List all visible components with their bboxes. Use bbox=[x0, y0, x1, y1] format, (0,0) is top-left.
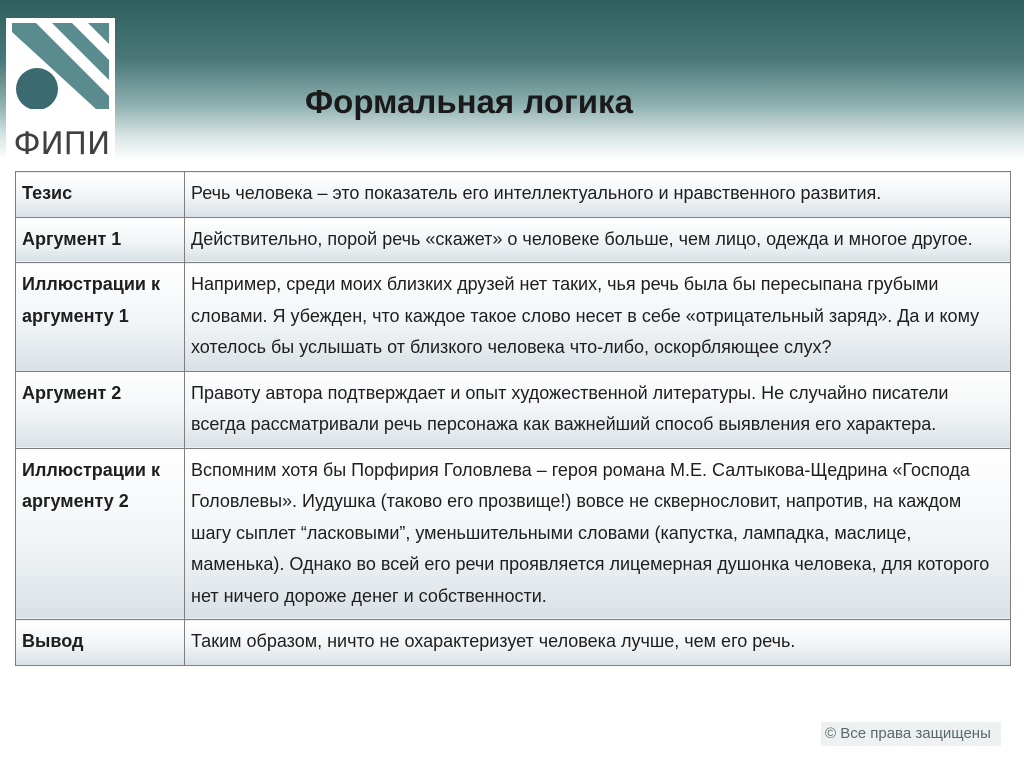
row-text-conclusion: Таким образом, ничто не охарактеризует человека лучше, чем его речь. bbox=[185, 620, 1011, 666]
table-row-argument-2 bbox=[16, 371, 1011, 448]
fipi-logo bbox=[6, 18, 115, 162]
row-text-argument-1: Действительно, порой речь «скажет» о человеке больше, чем лицо, одежда и многое другое. bbox=[185, 217, 1011, 263]
page-title: Формальная логика bbox=[305, 83, 633, 120]
logo-circle bbox=[16, 68, 58, 110]
row-label-illustration-1: Иллюстрации к аргументу 1 bbox=[16, 263, 185, 372]
row-label-conclusion: Вывод bbox=[16, 620, 185, 666]
row-label-thesis: Тезис bbox=[16, 172, 185, 218]
table-row-argument-1 bbox=[16, 217, 1011, 263]
row-text-argument-2: Правоту автора подтверждает и опыт художественной литературы. Не случайно писатели всегда рассматривали речь персонажа как важнейший способ выявления его характера. bbox=[185, 371, 1011, 448]
table-row-thesis bbox=[16, 172, 1011, 218]
row-text-illustration-2: Вспомним хотя бы Порфирия Головлева – героя романа М.Е. Салтыкова-Щедрина «Господа Головлевы». Иудушка (таково его прозвище!) вовсе не сквернословит, напротив, на каждом шагу сыплет “ласковыми”, уменьшительными словами (капустка, лампадка, маслице, маменька). Однако во всей его речи проявляется лицемерная душонка человека, для которого нет ничего дороже денег и собственности. bbox=[185, 448, 1011, 620]
table-row-conclusion bbox=[16, 620, 1011, 666]
row-label-illustration-2: Иллюстрации к аргументу 2 bbox=[16, 448, 185, 620]
watermark: © Все права защищены bbox=[821, 722, 1001, 746]
table-row-illustration-1 bbox=[16, 263, 1011, 372]
row-label-argument-1: Аргумент 1 bbox=[16, 217, 185, 263]
argument-table bbox=[15, 171, 1011, 666]
table-row-illustration-2 bbox=[16, 448, 1011, 620]
logo-text: ФИПИ bbox=[13, 126, 111, 162]
row-text-illustration-1: Например, среди моих близких друзей нет таких, чья речь была бы пересыпана грубыми словами. Я убежден, что каждое такое слово несет в себе «отрицательный заряд». Да и кому хотелось бы услышать от близкого человека что-либо, оскорбляющее слух? bbox=[185, 263, 1011, 372]
row-text-thesis: Речь человека – это показатель его интеллектуального и нравственного развития. bbox=[185, 172, 1011, 218]
row-label-argument-2: Аргумент 2 bbox=[16, 371, 185, 448]
